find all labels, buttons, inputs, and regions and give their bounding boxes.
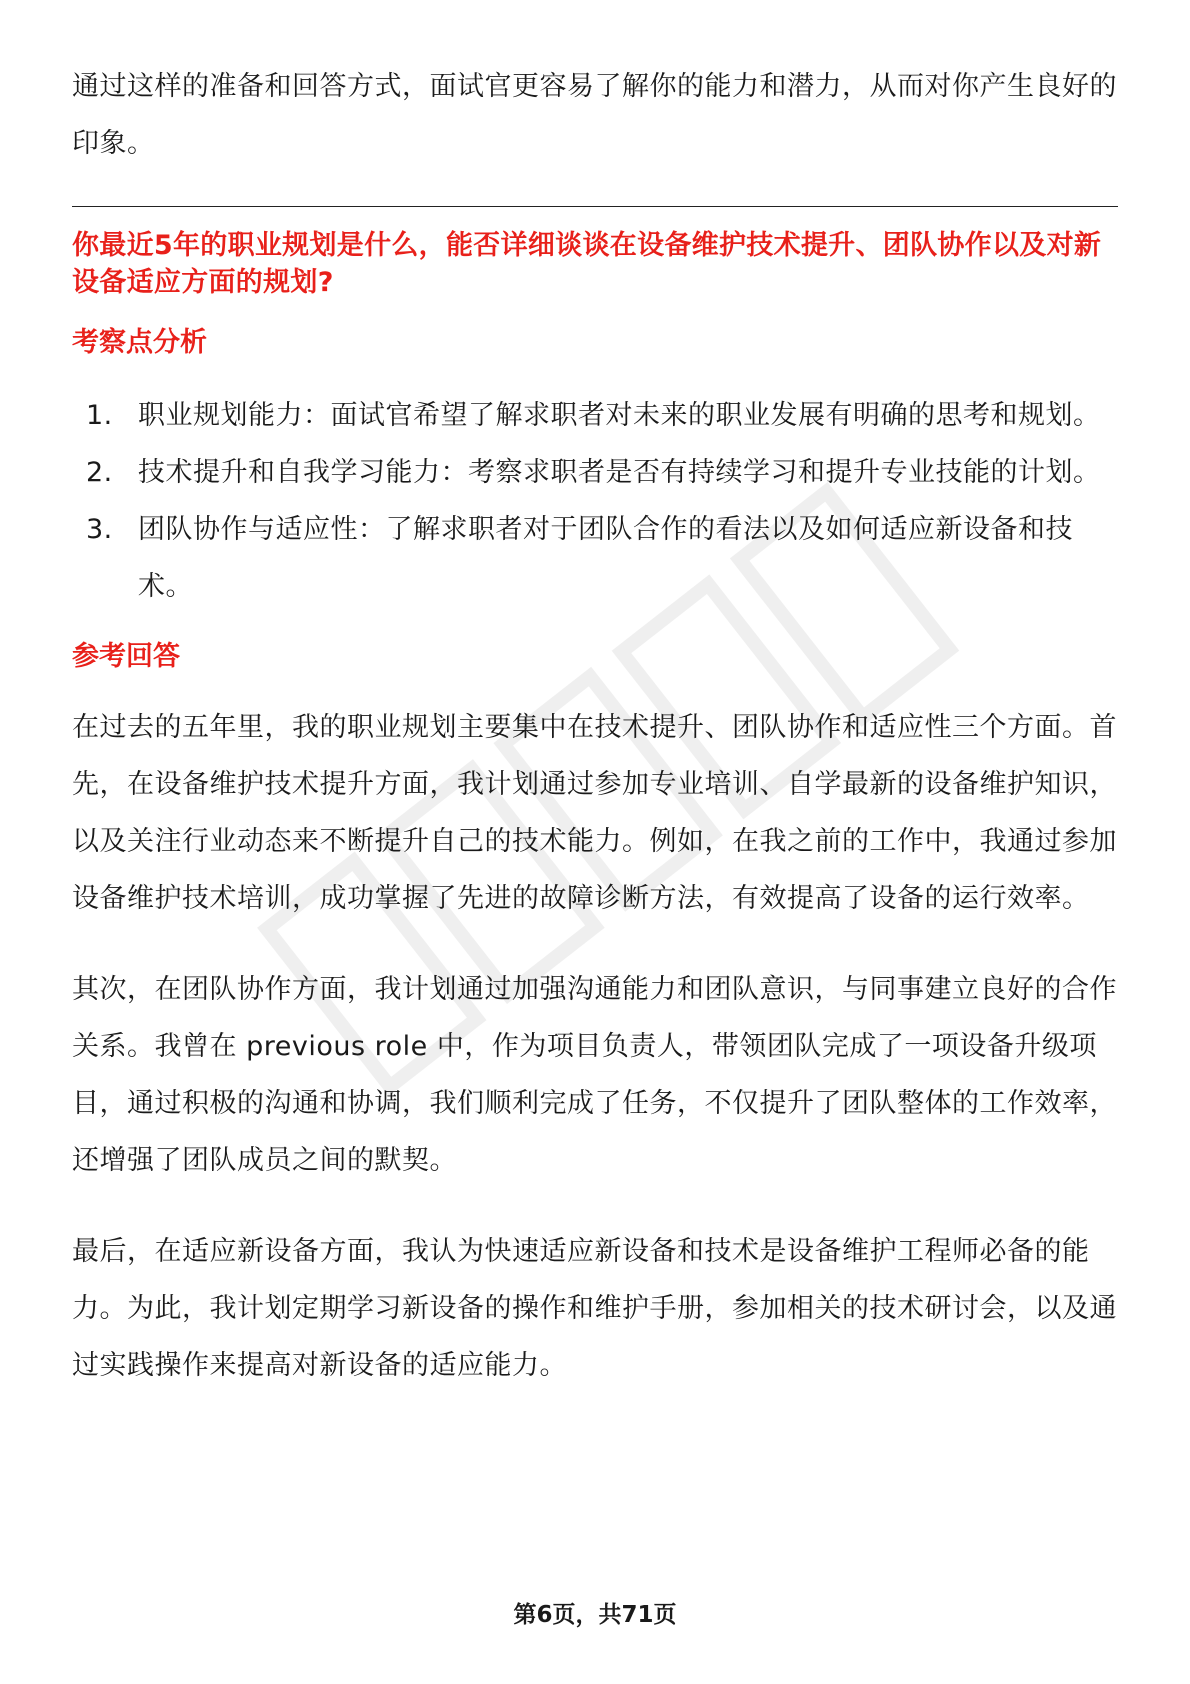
analysis-list: [72, 387, 1118, 615]
document-page: [72, 58, 1118, 1428]
analysis-point: [86, 387, 1118, 444]
question-heading: 你最近5年的职业规划是什么，能否详细谈谈在设备维护技术提升、团队协作以及对新设备适应方面的规划?: [72, 230, 1102, 298]
list-number: 1.: [86, 400, 113, 431]
list-number: 2.: [86, 457, 113, 488]
answer-paragraph: 在过去的五年里，我的职业规划主要集中在技术提升、团队协作和适应性三个方面。首先，在设备维护技术提升方面，我计划通过参加专业培训、自学最新的设备维护知识，以及关注行业动态来不断提升自己的技术能力。例如，在我之前的工作中，我通过参加设备维护技术培训，成功掌握了先进的故障诊断方法，有效提高了设备的运行效率。: [72, 712, 1117, 914]
analysis-point: [86, 501, 1118, 615]
section-divider: [72, 206, 1118, 207]
answer-paragraph: 其次，在团队协作方面，我计划通过加强沟通能力和团队意识，与同事建立良好的合作关系。我曾在 previous role 中，作为项目负责人，带领团队完成了一项设备升级项目，通过积极的沟通和协调，我们顺利完成了任务，不仅提升了团队整体的工作效率，还增强了团队成员之间的默契。: [72, 974, 1117, 1176]
point-text: 技术提升和自我学习能力：考察求职者是否有持续学习和提升专业技能的计划。: [138, 457, 1101, 488]
point-text: 职业规划能力：面试官希望了解求职者对未来的职业发展有明确的思考和规划。: [138, 400, 1101, 431]
answer-paragraph: 最后，在适应新设备方面，我认为快速适应新设备和技术是设备维护工程师必备的能力。为此，我计划定期学习新设备的操作和维护手册，参加相关的技术研讨会，以及通过实践操作来提高对新设备的适应能力。: [72, 1236, 1117, 1381]
analysis-title: 考察点分析: [72, 327, 207, 358]
analysis-point: [86, 444, 1118, 501]
intro-paragraph: 通过这样的准备和回答方式，面试官更容易了解你的能力和潜力，从而对你产生良好的印象。: [72, 71, 1117, 159]
point-text: 团队协作与适应性：了解求职者对于团队合作的看法以及如何适应新设备和技术。: [138, 514, 1073, 602]
answer-title: 参考回答: [72, 641, 180, 672]
list-number: 3.: [86, 514, 113, 545]
page-footer: 第6页，共71页: [513, 1602, 677, 1628]
